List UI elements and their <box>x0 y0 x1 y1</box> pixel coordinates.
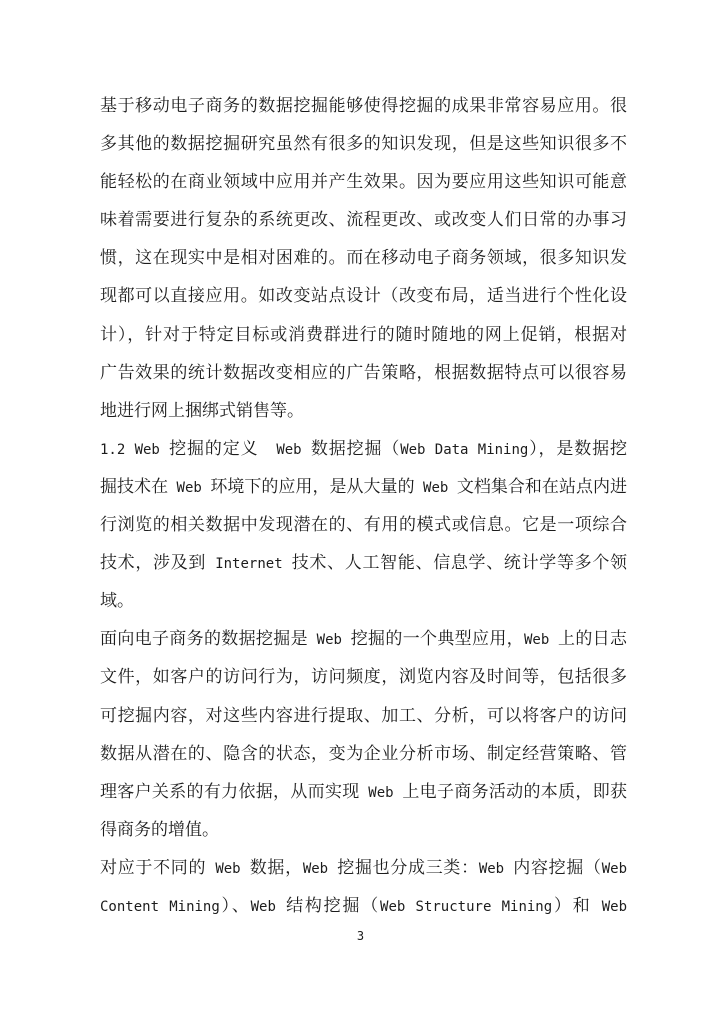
text-line: 多其他的数据挖掘研究虽然有很多的知识发现，但是这些知识很多不 <box>100 134 627 155</box>
latin-text: Web <box>276 441 311 458</box>
latin-text: Content Mining <box>100 898 220 915</box>
latin-text: Web <box>168 479 211 496</box>
latin-text: Web <box>601 860 628 877</box>
latin-text: Web Data Mining <box>400 441 529 458</box>
page-number: 3 <box>356 929 365 943</box>
text-line: 数据从潜在的、隐含的状态，变为企业分析市场、制定经营策略、管 <box>100 743 627 764</box>
text-line: 能轻松的在商业领域中应用并产生效果。因为要应用这些知识可能意 <box>100 172 627 193</box>
latin-text: Web <box>591 898 628 915</box>
text-line: Content Mining）、Web 结构挖掘（Web Structure Mining）和 Web <box>100 895 628 916</box>
text-line: 计），针对于特定目标或消费群进行的随时随地的网上促销，根据对 <box>100 324 627 345</box>
text-line: 掘技术在 Web 环境下的应用，是从大量的 Web 文档集合和在站点内进 <box>100 476 628 497</box>
latin-text: Web <box>414 479 457 496</box>
text-line: 地进行网上捆绑式销售等。 <box>100 400 304 421</box>
text-line: 对应于不同的 Web 数据，Web 挖掘也分成三类：Web 内容挖掘（Web <box>100 857 628 878</box>
text-line: 得商务的增值。 <box>100 819 219 840</box>
latin-text: Web <box>302 860 338 877</box>
text-line: 味着需要进行复杂的系统更改、流程更改、或改变人们日常的办事习 <box>100 210 627 231</box>
text-line: 广告效果的统计数据改变相应的广告策略，根据数据特点可以很容易 <box>100 362 627 383</box>
text-line: 惯，这在现实中是相对困难的。而在移动电子商务领域，很多知识发 <box>100 248 627 269</box>
latin-text: 1.2 Web <box>100 441 170 458</box>
text-line: 面向电子商务的数据挖掘是 Web 挖掘的一个典型应用，Web 上的日志 <box>100 629 628 650</box>
latin-text: Web <box>307 632 351 649</box>
latin-text: Web <box>206 860 250 877</box>
latin-text: Web Structure Mining <box>380 898 553 915</box>
text-line: 行浏览的相关数据中发现潜在的、有用的模式或信息。它是一项综合 <box>100 515 627 536</box>
text-line: 技术，涉及到 Internet 技术、人工智能、信息学、统计学等多个领 <box>100 553 628 574</box>
latin-text: Web <box>523 632 559 649</box>
latin-text: Web <box>250 898 287 915</box>
latin-text: Internet <box>206 556 292 573</box>
text-line: 1.2 Web 挖掘的定义 Web 数据挖掘（Web Data Mining），是数据挖 <box>100 438 627 459</box>
text-line: 文件，如客户的访问行为，访问频度，浏览内容及时间等，包括很多 <box>100 667 627 688</box>
latin-text: Web <box>359 784 403 801</box>
body-text <box>100 87 627 925</box>
text-line: 理客户关系的有力依据，从而实现 Web 上电子商务活动的本质，即获 <box>100 781 628 802</box>
latin-text: Web <box>478 860 514 877</box>
text-line: 基于移动电子商务的数据挖掘能够使得挖掘的成果非常容易应用。很 <box>100 96 627 116</box>
text-line: 现都可以直接应用。如改变站点设计（改变布局，适当进行个性化设 <box>100 286 627 307</box>
text-line: 可挖掘内容，对这些内容进行提取、加工、分析，可以将客户的访问 <box>100 705 627 726</box>
text-line: 域。 <box>100 591 134 612</box>
